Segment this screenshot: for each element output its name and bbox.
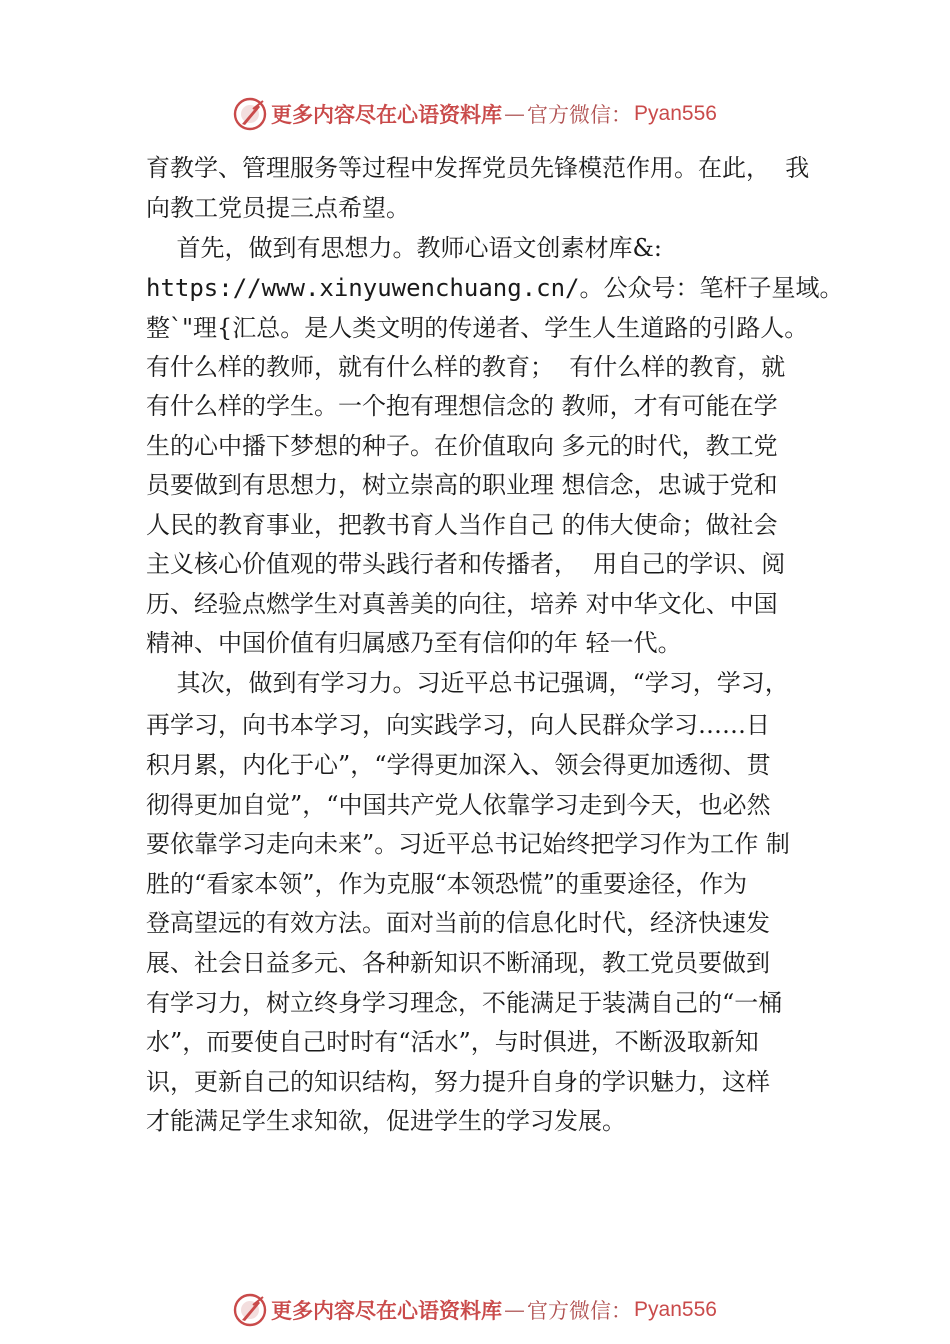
banner-dash: — (504, 102, 526, 126)
text-line: 有什么样的学生。一个抱有理想信念的 教师，才有可能在学 (146, 392, 778, 420)
text-line: 才能满足学生求知欲，促进学生的学习发展。 (146, 1107, 626, 1135)
text-line: 水”，而要使自己时时有“活水”，与时俱进，不断汲取新知 (146, 1028, 759, 1056)
text-line-url[interactable]: https://www.xinyuwenchuang.cn/。公众号：笔杆子星域。 (146, 274, 844, 302)
text-line: 胜的“看家本领”，作为克服“本领恐慌”的重要途径，作为 (146, 870, 748, 898)
banner-wechat-label: 官方微信： (527, 1299, 633, 1323)
quill-logo-icon (233, 1293, 267, 1327)
banner-main-text: 更多内容尽在心语资料库 (271, 102, 503, 127)
text-line: 其次，做到有学习力。习近平总书记强调，“学习，学习， (146, 669, 789, 697)
text-line: 精神、中国价值有归属感乃至有信仰的年 轻一代。 (146, 629, 682, 657)
text-line: 有什么样的教师，就有什么样的教育； 有什么样的教育，就 (146, 353, 786, 381)
text-line: 生的心中播下梦想的种子。在价值取向 多元的时代，教工党 (146, 432, 778, 460)
text-line: 积月累，内化于心”，“学得更加深入、领会得更加透彻、贯 (146, 751, 771, 779)
text-line: 人民的教育事业，把教书育人当作自己 的伟大使命；做社会 (146, 511, 778, 539)
banner-dash: — (504, 1298, 526, 1322)
text-line: 展、社会日益多元、各种新知识不断涌现，教工党员要做到 (146, 949, 770, 977)
banner-wechat-id: Pyan556 (634, 1298, 717, 1321)
header-banner (0, 94, 950, 134)
quill-logo-icon (233, 97, 267, 131)
text-line: 员要做到有思想力，树立崇高的职业理 想信念，忠诚于党和 (146, 471, 778, 499)
footer-banner (0, 1290, 950, 1330)
text-line: 向教工党员提三点希望。 (146, 194, 410, 222)
text-line: 有学习力，树立终身学习理念，不能满足于装满自己的“一桶 (146, 989, 783, 1017)
banner-wechat-label: 官方微信： (527, 103, 633, 127)
text-line: 登高望远的有效方法。面对当前的信息化时代，经济快速发 (146, 909, 770, 937)
text-line: 育教学、管理服务等过程中发挥党员先锋模范作用。在此， 我 (146, 154, 810, 182)
text-line: 再学习，向书本学习，向实践学习，向人民群众学习……日 (146, 711, 770, 739)
text-line: 整`"理{汇总。是人类文明的传递者、学生人生道路的引路人。 (146, 314, 809, 342)
text-line: 要依靠学习走向未来”。习近平总书记始终把学习作为工作 制 (146, 830, 790, 858)
text-line: 彻得更加自觉”，“中国共产党人依靠学习走到今天，也必然 (146, 791, 771, 819)
text-line: 历、经验点燃学生对真善美的向往，培养 对中华文化、中国 (146, 590, 778, 618)
banner-main-text: 更多内容尽在心语资料库 (271, 1298, 503, 1323)
banner-wechat-id: Pyan556 (634, 102, 717, 125)
text-line: 首先，做到有思想力。教师心语文创素材库&: (146, 234, 662, 262)
text-line: 主义核心价值观的带头践行者和传播者， 用自己的学识、阅 (146, 550, 786, 578)
text-line: 识，更新自己的知识结构，努力提升自身的学识魅力，这样 (146, 1068, 770, 1096)
